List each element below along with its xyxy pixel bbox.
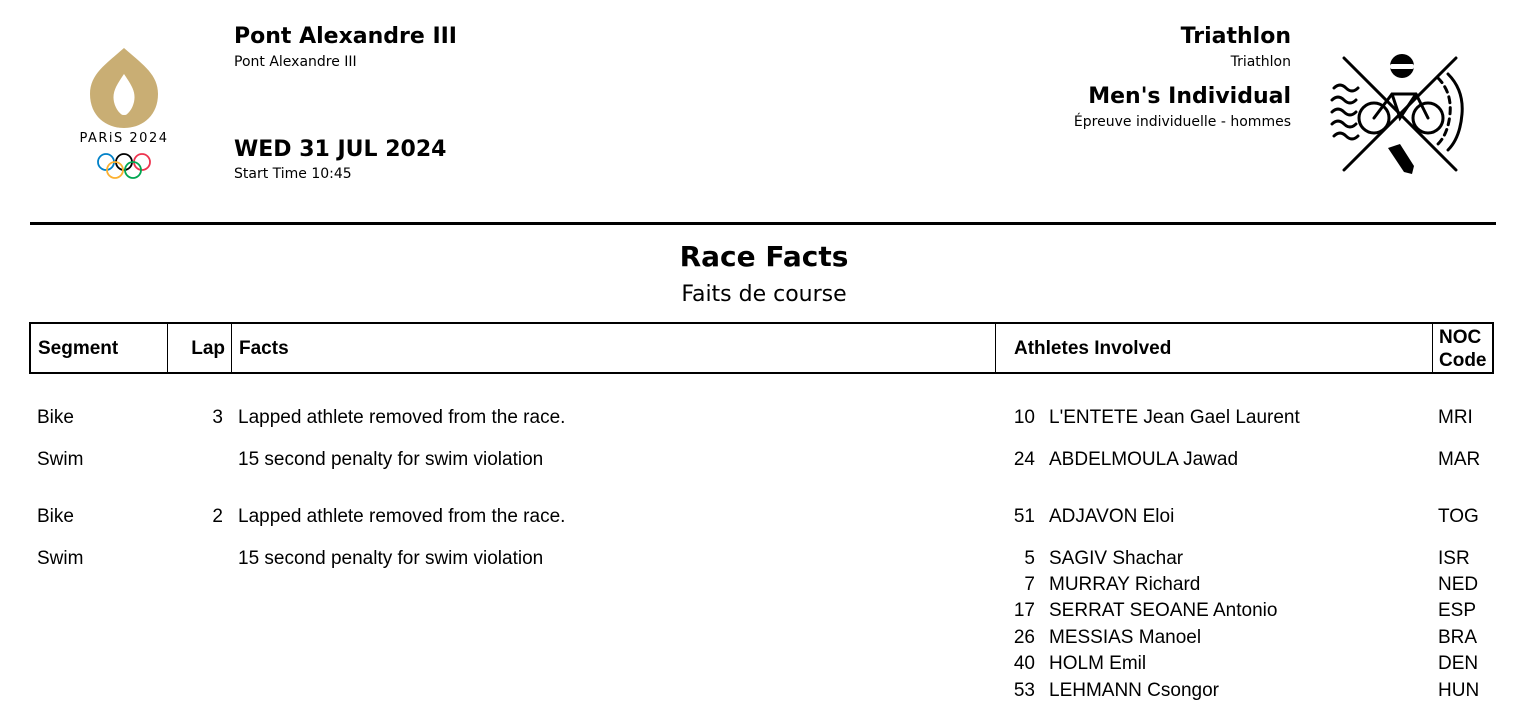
athlete-noc: ISR [1438, 548, 1470, 569]
row-fact: Lapped athlete removed from the race. [238, 506, 566, 527]
athlete-noc: ESP [1438, 600, 1477, 621]
athlete-noc: TOG [1438, 506, 1479, 527]
sport-subtitle: Triathlon [1230, 54, 1291, 70]
row-segment: Bike [37, 506, 74, 527]
athlete-noc: MAR [1438, 449, 1481, 470]
event-date: WED 31 JUL 2024 [234, 137, 447, 162]
event-subtitle: Épreuve individuelle - hommes [1073, 114, 1291, 130]
column-header-noc [1433, 324, 1494, 372]
athlete-name: ADJAVON Eloi [1049, 506, 1175, 527]
athlete-name: SAGIV Shachar [1049, 548, 1184, 569]
athlete-entry [1000, 627, 1500, 653]
athlete-noc: BRA [1438, 627, 1478, 648]
athlete-bib: 40 [1013, 653, 1035, 674]
athlete-noc: DEN [1438, 653, 1479, 674]
athlete-bib: 7 [1024, 574, 1035, 595]
athlete-entry [1000, 653, 1500, 679]
report-title: Race Facts [679, 240, 849, 273]
row-fact: 15 second penalty for swim violation [238, 548, 544, 569]
row-segment: Swim [37, 449, 84, 470]
row-fact: Lapped athlete removed from the race. [238, 407, 566, 428]
athlete-bib: 51 [1013, 506, 1035, 527]
table-header [29, 322, 1494, 374]
athlete-entry [1000, 506, 1500, 532]
header-divider [30, 222, 1496, 225]
row-segment: Bike [37, 407, 74, 428]
column-header-segment: Segment [31, 324, 168, 372]
athlete-bib: 10 [1013, 407, 1035, 428]
athlete-name: ABDELMOULA Jawad [1049, 449, 1239, 470]
row-segment: Swim [37, 548, 84, 569]
athlete-entry [1000, 548, 1500, 574]
athlete-name: L'ENTETE Jean Gael Laurent [1049, 407, 1300, 428]
row-fact: 15 second penalty for swim violation [238, 449, 544, 470]
column-header-facts: Facts [232, 324, 996, 372]
athlete-bib: 17 [1013, 600, 1035, 621]
logo-wordmark: PARiS 2024 [79, 131, 169, 146]
athlete-name: SERRAT SEOANE Antonio [1049, 600, 1278, 621]
athlete-bib: 53 [1013, 680, 1035, 701]
athlete-bib: 24 [1013, 449, 1035, 470]
row-lap: 2 [212, 506, 223, 527]
athlete-noc: MRI [1438, 407, 1473, 428]
athlete-noc: HUN [1438, 680, 1480, 701]
row-lap: 3 [212, 407, 223, 428]
athlete-noc: NED [1438, 574, 1479, 595]
start-time: Start Time 10:45 [234, 166, 352, 182]
athlete-name: MURRAY Richard [1049, 574, 1201, 595]
paris-2024-logo [76, 44, 172, 184]
column-header-athletes: Athletes Involved [996, 324, 1433, 372]
athlete-entry [1000, 407, 1500, 433]
athlete-bib: 26 [1013, 627, 1035, 648]
athlete-bib: 5 [1024, 548, 1035, 569]
column-header-noc-line2: Code [1439, 350, 1487, 371]
athlete-entry [1000, 449, 1500, 475]
athlete-entry [1000, 600, 1500, 626]
column-header-lap: Lap [168, 324, 232, 372]
column-header-noc-line1: NOC [1439, 327, 1482, 348]
athlete-entry [1000, 680, 1500, 706]
athlete-name: LEHMANN Csongor [1049, 680, 1219, 701]
athlete-name: HOLM Emil [1049, 653, 1147, 674]
triathlon-pictogram-icon [1330, 44, 1470, 184]
athlete-name: MESSIAS Manoel [1049, 627, 1202, 648]
athlete-entry [1000, 574, 1500, 600]
report-subtitle: Faits de course [681, 282, 847, 307]
venue-subtitle: Pont Alexandre III [234, 54, 357, 70]
event-title: Men's Individual [1088, 84, 1291, 109]
sport-title: Triathlon [1180, 24, 1291, 49]
venue-title: Pont Alexandre III [234, 24, 457, 49]
